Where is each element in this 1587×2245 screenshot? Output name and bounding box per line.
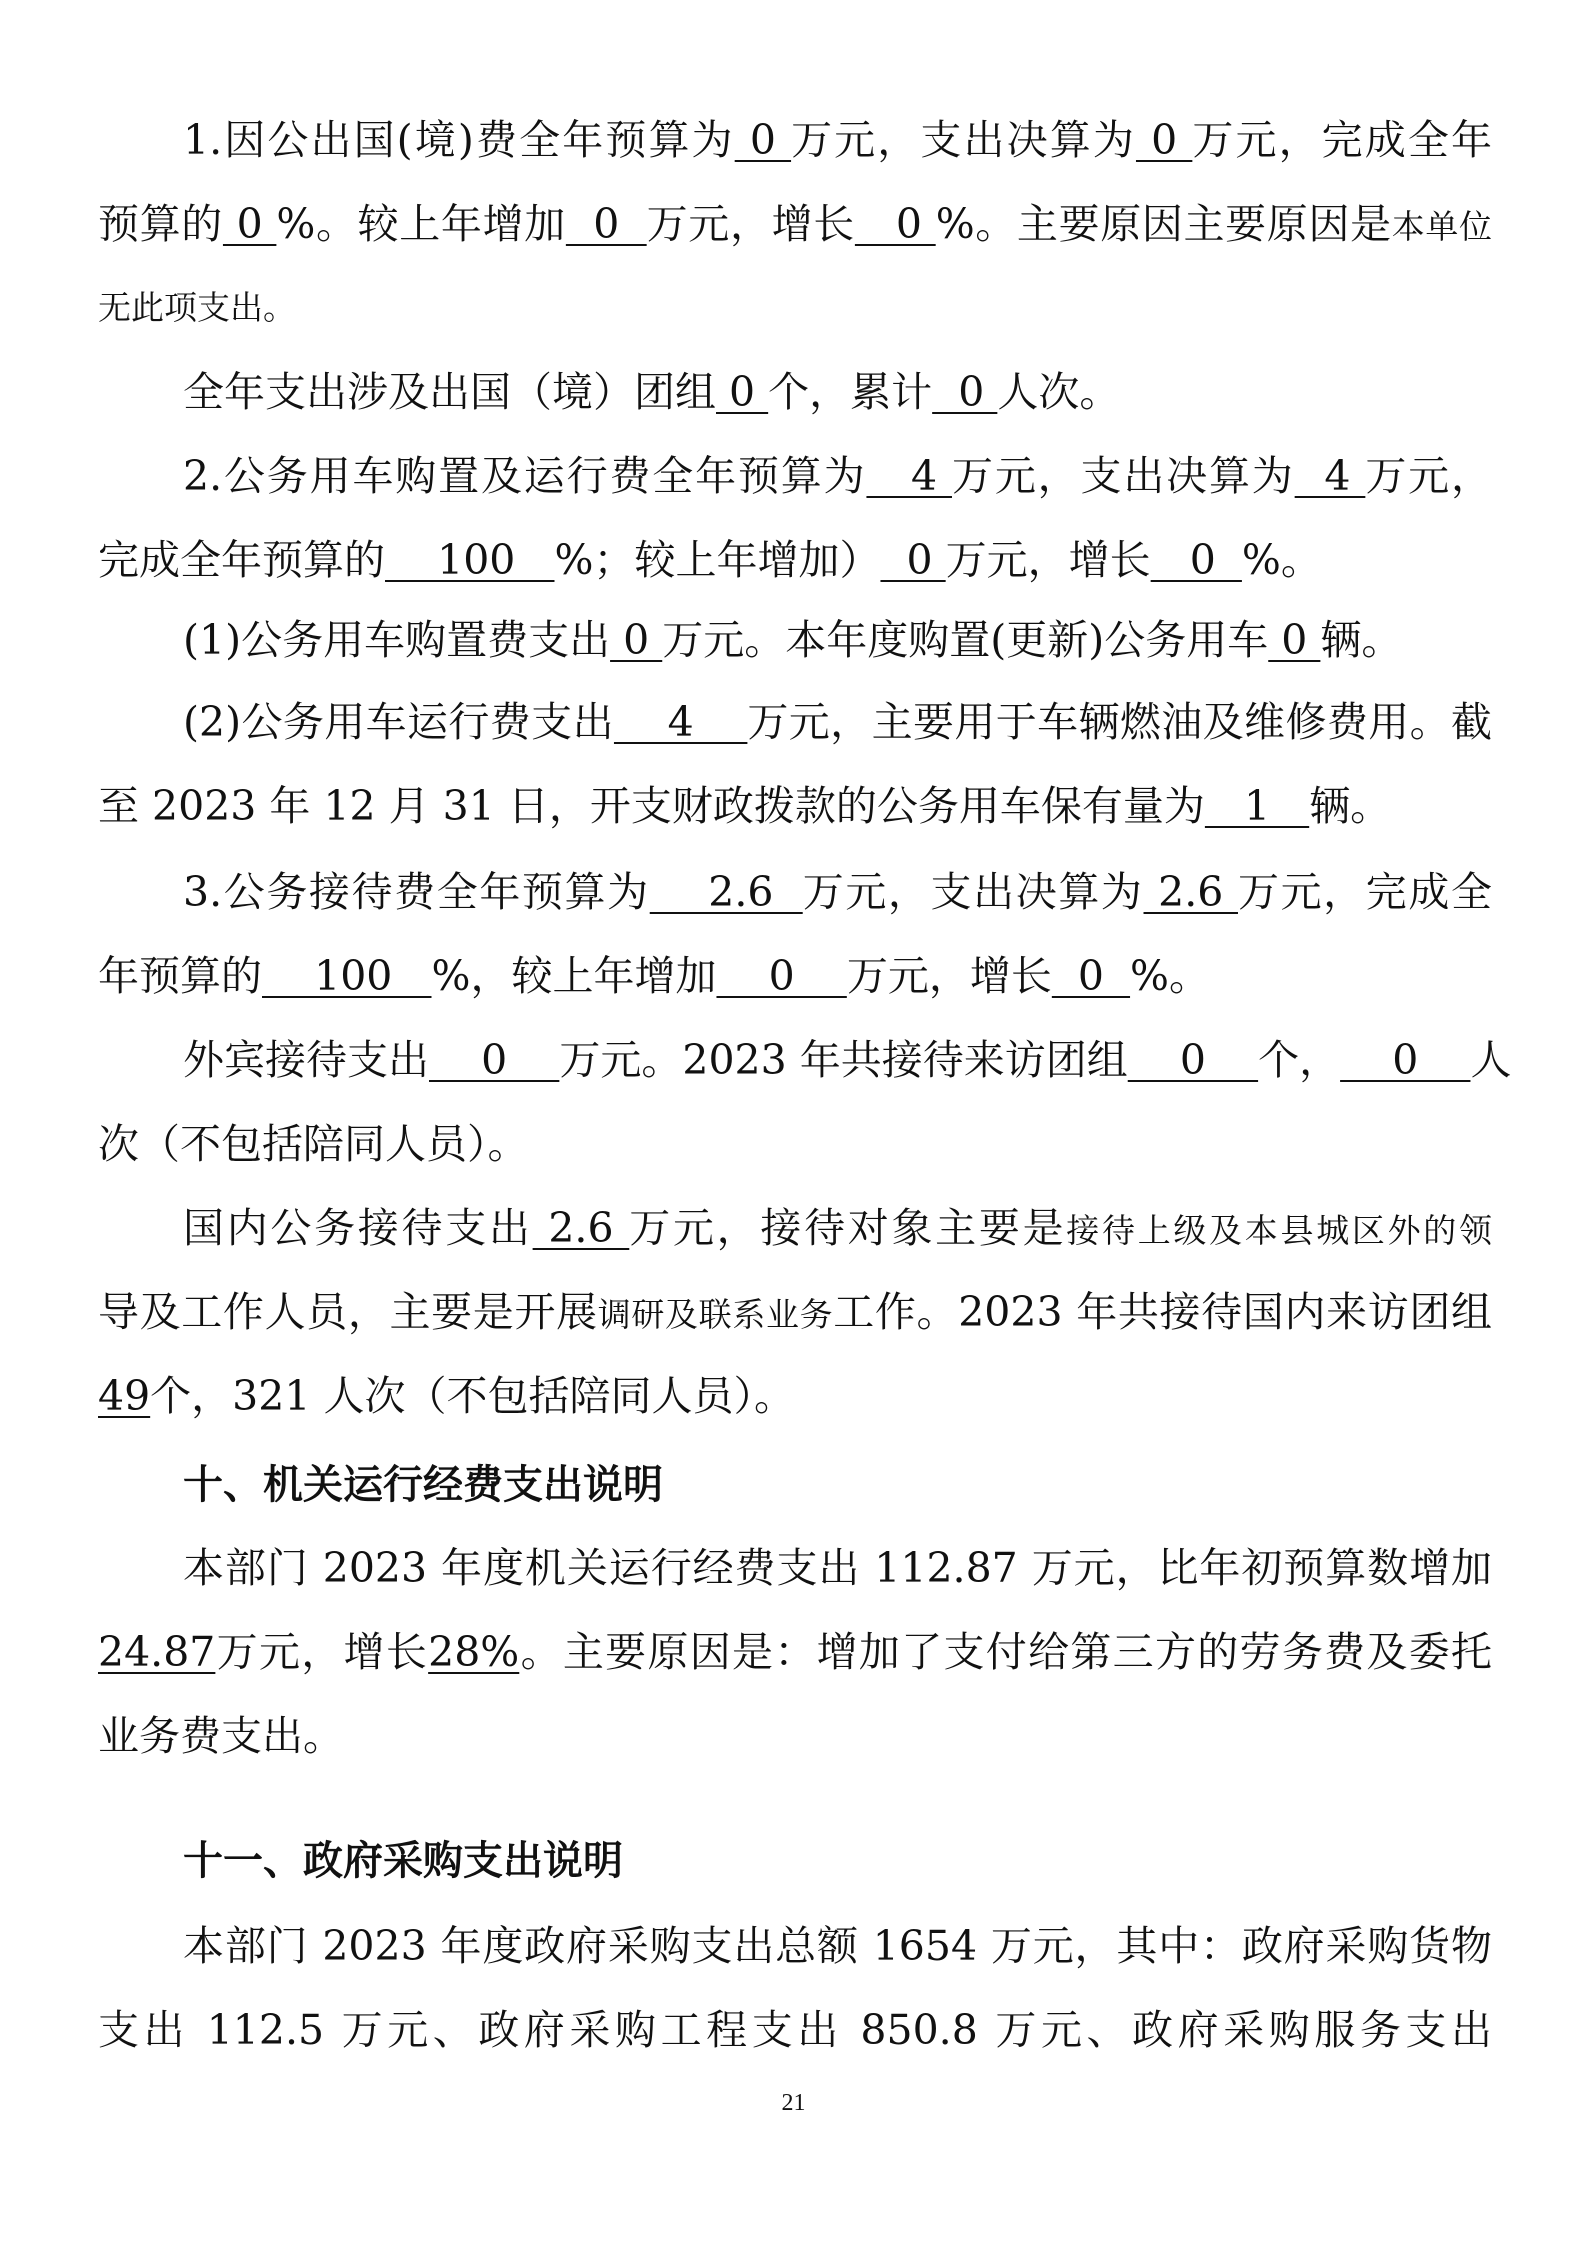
filled-value: 0 (1127, 1036, 1259, 1084)
text: 辆。 (1320, 616, 1403, 664)
small-text: 无此项支出。 (98, 288, 296, 327)
paragraph-line (183, 850, 1492, 934)
text: 至 2023 年 12 月 31 日，开支财政拨款的公务用车保有量为 (98, 782, 1205, 830)
text: 人次。 (997, 368, 1121, 416)
text: 辆。 (1309, 782, 1392, 830)
page-number: 21 (781, 2090, 806, 2116)
text: 支出 112.5 万元、政府采购工程支出 850.8 万元、政府采购服务支出 (98, 2006, 1492, 2054)
text: 万元，增长 (646, 200, 855, 248)
paragraph-line (98, 518, 1492, 602)
filled-value: 0 (932, 368, 998, 416)
paragraph-line (98, 1988, 1492, 2072)
text: 。主要原因是：增加了支付给第三方的劳务费及委托 (519, 1628, 1493, 1676)
filled-value: 4 (613, 698, 748, 746)
text: 人 (1470, 1036, 1512, 1084)
text: 万元，完成全年 (1192, 116, 1493, 164)
text: 全年支出涉及出国（境）团组 (183, 368, 716, 416)
filled-value: 0 (222, 200, 277, 248)
text: 万元，增长 (215, 1628, 429, 1676)
section-heading: 十一、政府采购支出说明 (183, 1838, 623, 1884)
text: 万元，支出决算为 (802, 868, 1144, 916)
filled-value: 100 (385, 536, 555, 584)
paragraph-line (183, 1186, 1492, 1270)
text: 个， (1258, 1036, 1341, 1084)
text: 万元，支出决算为 (951, 452, 1295, 500)
filled-value: 0 (429, 1036, 560, 1084)
text: %，较上年增加 (431, 952, 717, 1000)
filled-value: 0 (854, 200, 936, 248)
text: 万元，支出决算为 (791, 116, 1136, 164)
filled-value: 0 (734, 116, 792, 164)
filled-value: 1 (1204, 782, 1310, 830)
paragraph-line (183, 1526, 1492, 1610)
filled-value: 0 (565, 200, 647, 248)
text: 导及工作人员， (98, 1288, 390, 1336)
text: 业务费支出。 (98, 1712, 344, 1760)
text: 外宾接待支出 (183, 1036, 429, 1084)
paragraph-line (183, 598, 1492, 682)
filled-value: 2.6 (649, 868, 803, 916)
filled-value: 2.6 (1143, 868, 1238, 916)
text: (2)公务用车运行费支出 (183, 698, 614, 746)
text: 预算的 (98, 200, 223, 248)
paragraph-line (183, 1018, 1512, 1102)
text: %。较上年增加 (276, 200, 566, 248)
paragraph-line (183, 1904, 1492, 1988)
filled-value: 0 (610, 616, 663, 664)
text: 3.公务接待费全年预算为 (183, 868, 650, 916)
paragraph-line (183, 680, 1492, 764)
text: 个，累计 (768, 368, 933, 416)
text: %。 (1241, 536, 1322, 584)
paragraph-line (98, 934, 1492, 1018)
paragraph-line (183, 350, 1492, 434)
text: 本部门 2023 年度机关运行经费支出 112.87 万元，比年初预算数增加 (183, 1544, 1492, 1592)
text: 万元，主要用于车辆燃油及维修费用。截 (747, 698, 1492, 746)
text: (1)公务用车购置费支出 (183, 616, 611, 664)
filled-value: 49 (98, 1372, 151, 1420)
text: 万元， (1365, 452, 1493, 500)
section-heading: 十、机关运行经费支出说明 (183, 1462, 663, 1508)
text: 次（不包括陪同人员）。 (98, 1120, 529, 1168)
text: 万元，完成全 (1237, 868, 1492, 916)
paragraph-line (183, 98, 1492, 182)
text: 国内公务接待支出 (183, 1204, 533, 1252)
filled-value: 0 (1268, 616, 1321, 664)
paragraph-line (98, 1102, 1492, 1186)
paragraph-line (98, 266, 1492, 350)
text: 完成全年预算的 (98, 536, 385, 584)
filled-value: 4 (866, 452, 952, 500)
filled-value: 0 (1051, 952, 1131, 1000)
text: 个，321 人次（不包括陪同人员）。 (150, 1372, 795, 1420)
small-text: 调研及联系业务 (597, 1295, 834, 1334)
paragraph-line (98, 1354, 1492, 1438)
filled-value: 0 (1150, 536, 1242, 584)
filled-value: 24.87 (98, 1628, 216, 1676)
filled-value: 0 (716, 952, 847, 1000)
small-text: 接待上级及本县城区外的领 (1066, 1211, 1493, 1250)
text: 万元。2023 年共接待来访团组 (559, 1036, 1128, 1084)
text: 万元，接待对象主要是 (629, 1204, 1067, 1252)
text: 本部门 2023 年度政府采购支出总额 1654 万元，其中：政府采购货物 (183, 1922, 1492, 1970)
filled-value: 0 (1340, 1036, 1471, 1084)
text: 主要是开展 (389, 1288, 598, 1336)
text: 万元，增长 (945, 536, 1151, 584)
text: 年预算的 (98, 952, 262, 1000)
text: %。 (1130, 952, 1211, 1000)
filled-value: 2.6 (532, 1204, 630, 1252)
filled-value: 100 (262, 952, 432, 1000)
paragraph-line (98, 1270, 1492, 1354)
filled-value: 0 (716, 368, 769, 416)
paragraph-line (98, 1694, 1492, 1778)
text: 1.因公出国(境)费全年预算为 (183, 116, 735, 164)
text: %；较上年增加） (554, 536, 881, 584)
paragraph-line (98, 764, 1492, 848)
filled-value: 4 (1294, 452, 1366, 500)
filled-value: 0 (880, 536, 946, 584)
paragraph-line (183, 434, 1492, 518)
text: 万元，增长 (846, 952, 1052, 1000)
text: 2.公务用车购置及运行费全年预算为 (183, 452, 867, 500)
paragraph-line (98, 1610, 1492, 1694)
text: 万元。本年度购置(更新)公务用车 (662, 616, 1269, 664)
small-text: 本单位 (1391, 207, 1493, 246)
filled-value: 28% (428, 1628, 520, 1676)
text: %。主要原因主要原因是 (935, 200, 1392, 248)
paragraph-line (98, 182, 1492, 266)
text: 工作。2023 年共接待国内来访团组 (833, 1288, 1493, 1336)
filled-value: 0 (1135, 116, 1193, 164)
